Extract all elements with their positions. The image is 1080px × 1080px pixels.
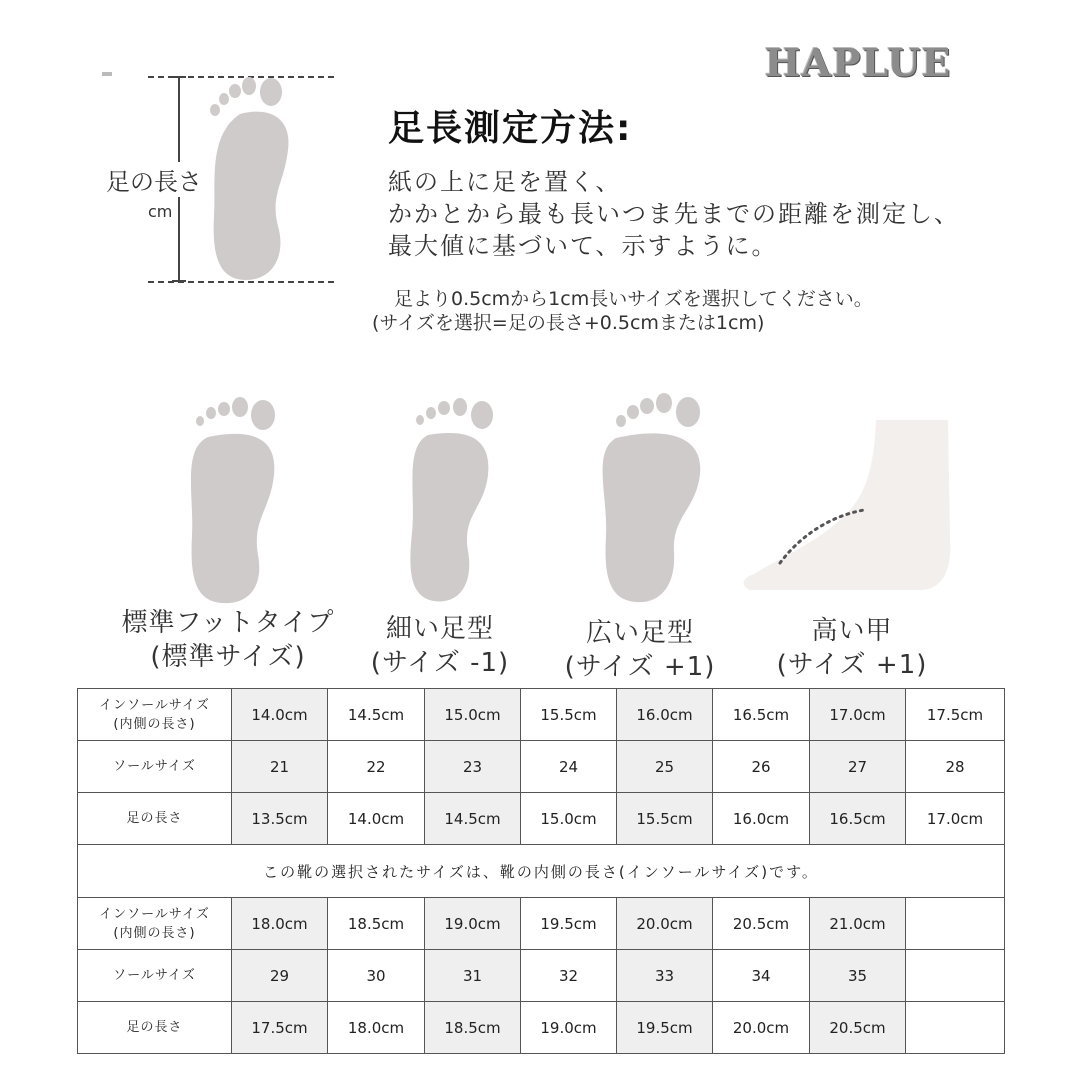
table-cell: 19.5cm [521,898,617,950]
table-cell: 14.5cm [328,689,425,741]
table-cell: 17.5cm [232,1002,328,1054]
foot-type-adjust: (サイズ +1) [776,650,928,680]
table-cell: 15.5cm [617,793,713,845]
table-cell: 27 [810,741,906,793]
table-cell: 16.5cm [810,793,906,845]
table-cell: 21.0cm [810,898,906,950]
length-arrow-bottom-cap [172,280,186,282]
table-cell: 28 [906,741,1005,793]
wide-foot-icon [590,390,720,605]
foot-type-adjust: (サイズ +1) [564,652,716,682]
table-cell: 18.0cm [232,898,328,950]
instruction-line-1: 紙の上に足を置く、 [388,168,622,196]
foot-length-label: 足の長さ [104,162,204,197]
table-cell [906,1002,1005,1054]
table-cell: 16.0cm [713,793,810,845]
table-cell: 19.5cm [617,1002,713,1054]
table-cell: 18.0cm [328,1002,425,1054]
table-cell: 25 [617,741,713,793]
table-cell: 23 [425,741,521,793]
table-row-sole-1 [78,741,1005,793]
table-cell: 18.5cm [328,898,425,950]
table-cell: 15.5cm [521,689,617,741]
standard-foot-icon [178,395,298,605]
table-cell: 14.0cm [328,793,425,845]
table-cell: 20.0cm [617,898,713,950]
diagram-mark [102,72,112,76]
table-cell: 17.0cm [906,793,1005,845]
table-cell: 33 [617,950,713,1002]
table-cell: 13.5cm [232,793,328,845]
table-cell: 16.5cm [713,689,810,741]
table-cell: 30 [328,950,425,1002]
high-instep-foot-icon [740,418,960,593]
length-arrow-top-cap [172,76,186,78]
foot-type-standard [100,606,356,674]
table-cell: 31 [425,950,521,1002]
table-cell: 32 [521,950,617,1002]
foot-type-high-instep [752,614,952,682]
table-cell: 14.0cm [232,689,328,741]
table-cell: 20.0cm [713,1002,810,1054]
table-note-row [78,845,1005,898]
table-cell: 20.5cm [810,1002,906,1054]
row-header-insole-line2: (内側の長さ) [113,716,196,732]
table-cell: 21 [232,741,328,793]
table-cell [906,898,1005,950]
foot-type-name: 広い足型 [585,618,694,648]
table-row-foot-length-1 [78,793,1005,845]
table-cell: 34 [713,950,810,1002]
foot-type-name: 高い甲 [811,616,893,646]
table-cell: 17.5cm [906,689,1005,741]
size-chart-table [77,688,1005,1054]
table-cell: 15.0cm [521,793,617,845]
row-header-sole: ソールサイズ [78,741,232,793]
insole-size-note: この靴の選択されたサイズは、靴の内側の長さ(インソールサイズ)です。 [78,845,1005,898]
table-row-insole-1 [78,689,1005,741]
row-header-insole [78,898,232,950]
table-cell: 29 [232,950,328,1002]
table-cell: 20.5cm [713,898,810,950]
row-header-foot-length: 足の長さ [78,1002,232,1054]
narrow-foot-icon [392,395,512,605]
foot-type-adjust: (標準サイズ) [150,642,306,672]
foot-type-wide [540,616,740,684]
instruction-line-2: かかとから最も長いつま先までの距離を測定し、 [388,200,960,228]
table-row-sole-2 [78,950,1005,1002]
size-advice-line-1: 足より0.5cmから1cm長いサイズを選択してください。 [394,288,873,310]
foot-type-narrow [340,612,540,680]
foot-type-name: 標準フットタイプ [121,608,335,638]
table-cell: 19.0cm [521,1002,617,1054]
table-cell: 14.5cm [425,793,521,845]
table-cell: 35 [810,950,906,1002]
measured-foot-icon [200,76,310,286]
table-cell: 22 [328,741,425,793]
row-header-foot-length: 足の長さ [78,793,232,845]
table-row-insole-2 [78,898,1005,950]
table-cell: 26 [713,741,810,793]
row-header-insole-line1: インソールサイズ [99,906,210,922]
table-cell [906,950,1005,1002]
table-cell: 16.0cm [617,689,713,741]
table-cell: 18.5cm [425,1002,521,1054]
table-cell: 19.0cm [425,898,521,950]
row-header-insole-line2: (内側の長さ) [113,925,196,941]
foot-type-name: 細い足型 [385,614,494,644]
row-header-insole-line1: インソールサイズ [99,697,210,713]
foot-length-unit: cm [148,202,173,221]
size-advice-line-2: (サイズを選択=足の長さ+0.5cmまたは1cm) [372,312,765,334]
table-cell: 15.0cm [425,689,521,741]
brand-logo: HAPLUE [764,40,952,85]
row-header-insole [78,689,232,741]
row-header-sole: ソールサイズ [78,950,232,1002]
table-cell: 17.0cm [810,689,906,741]
measurement-heading: 足長測定方法: [388,108,633,149]
foot-type-adjust: (サイズ -1) [370,648,510,678]
table-row-foot-length-2 [78,1002,1005,1054]
instruction-line-3: 最大値に基づいて、示すように。 [388,232,778,260]
table-cell: 24 [521,741,617,793]
